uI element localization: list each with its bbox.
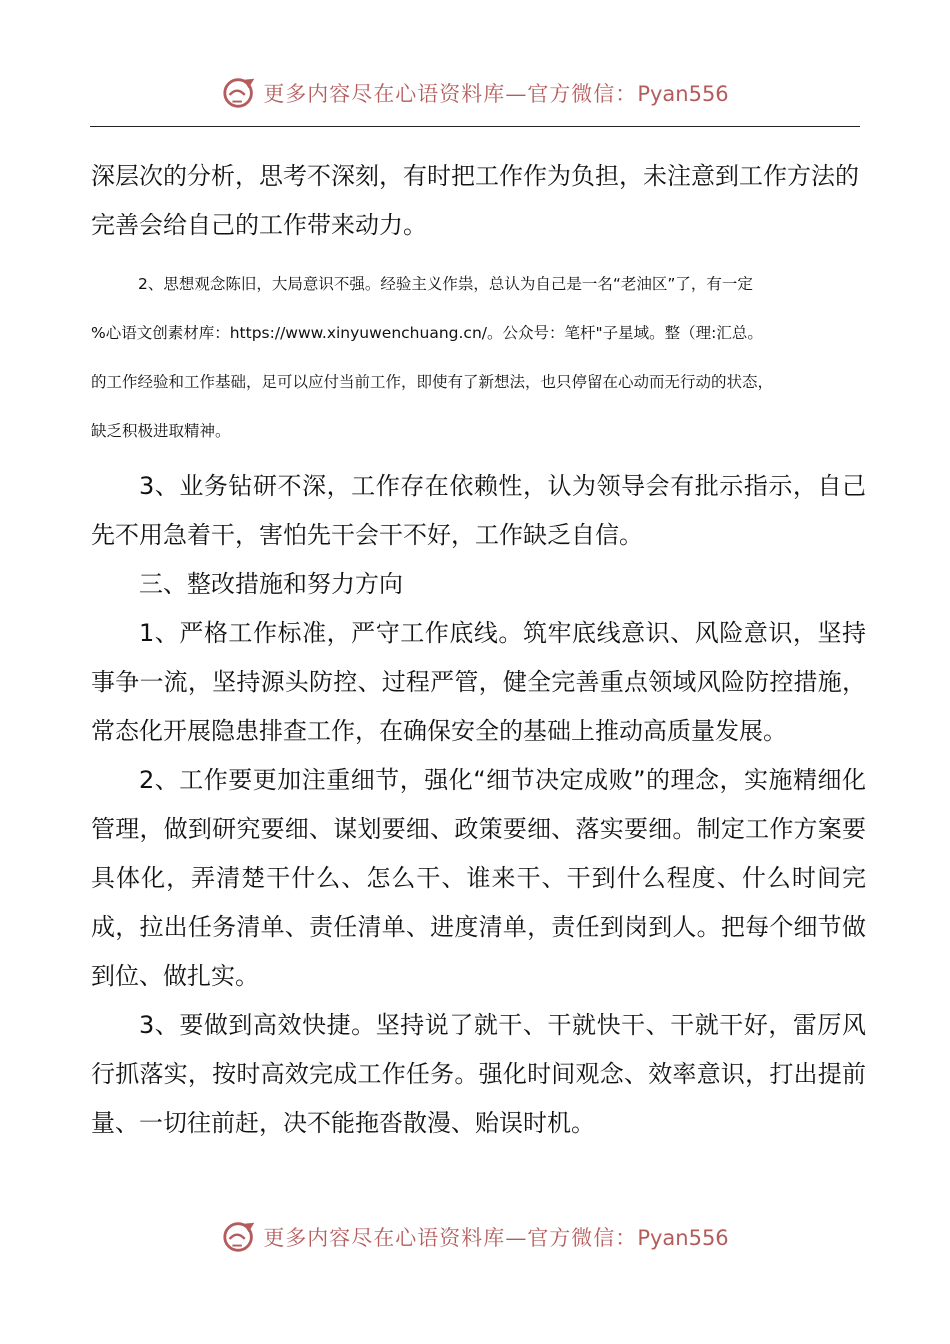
paragraph-3: 3、业务钻研不深，工作存在依赖性，认为领导会有批示指示，自己先不用急着干，害怕先干会干不好，工作缺乏自信。 [91,472,866,549]
paragraph-1-line-1: 深层次的分析，思考不深刻，有时把工作作为负担，未注意到工作方法的 [91,162,859,190]
section-heading-3: 三、整改措施和努力方向 [139,570,403,598]
paragraph-1-line-2: 完善会给自己的工作带来动力。 [91,211,427,239]
brand-logo-icon [221,74,259,112]
footer-brand-text: 更多内容尽在心语资料库 [263,1226,506,1250]
footer-wechat-account: Pyan556 [637,1226,729,1250]
footer-separator: — [505,1226,528,1250]
small-print-block [91,260,866,456]
small-line-4: 缺乏积极进取精神。 [91,422,231,440]
measure-3: 3、要做到高效快捷。坚持说了就干、干就快干、干就干好，雷厉风行抓落实，按时高效完成工作任务。强化时间观念、效率意识，打出提前量、一切往前赶，决不能拖沓散漫、贻误时机。 [91,1011,866,1137]
header-brand-text: 更多内容尽在心语资料库 [263,82,506,106]
footer-banner-text [263,1222,728,1252]
brand-logo-icon [221,1218,259,1256]
header-separator: — [505,82,528,106]
header-banner-text [263,78,728,108]
measure-2: 2、工作要更加注重细节，强化“细节决定成败”的理念，实施精细化管理，做到研究要细、谋划要细、政策要细、落实要细。制定工作方案要具体化，弄清楚干什么、怎么干、谁来干、干到什么程度、什么时间完成，拉出任务清单、责任清单、进度清单，责任到岗到人。把每个细节做到位、做扎实。 [91,766,866,990]
footer-banner [0,1212,950,1262]
small-line-1: 2、思想观念陈旧，大局意识不强。经验主义作祟，总认为自己是一名“老油区”了，有一定 [138,275,753,293]
small-line-2: %心语文创素材库：https://www.xinyuwenchuang.cn/。公众号：笔杆"子星域。整（理:汇总。 [91,324,763,342]
small-line-3: 的工作经验和工作基础，足可以应付当前工作，即使有了新想法，也只停留在心动而无行动的状态， [91,373,774,391]
header-wechat-account: Pyan556 [637,82,729,106]
header-banner [0,68,950,118]
paragraph-1 [91,152,866,250]
document-body [91,152,866,1148]
header-wechat-label: 官方微信： [527,82,638,106]
header-divider [90,126,860,127]
footer-wechat-label: 官方微信： [527,1226,638,1250]
measure-1: 1、严格工作标准，严守工作底线。筑牢底线意识、风险意识，坚持事争一流，坚持源头防控、过程严管，健全完善重点领域风险防控措施，常态化开展隐患排查工作，在确保安全的基础上推动高质量发展。 [91,619,866,745]
